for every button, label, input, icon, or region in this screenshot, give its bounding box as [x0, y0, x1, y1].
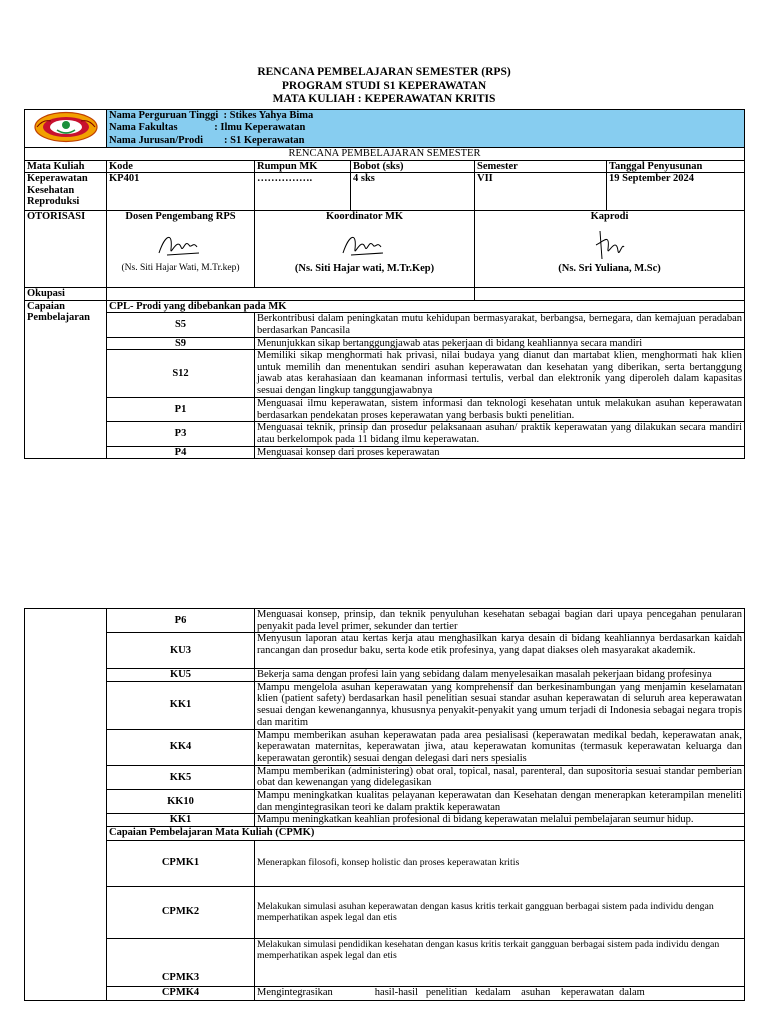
col-kode: Kode [107, 160, 255, 173]
kaprodi-cell [475, 211, 745, 288]
col-bobot: Bobot (sks) [351, 160, 475, 173]
col-rumpun: Rumpun MK [255, 160, 351, 173]
dosen-name: (Ns. Siti Hajar Wati, M.Tr.kep) [121, 262, 240, 273]
rps-table-page1 [24, 109, 745, 459]
course-name: Keperawatan Kesehatan Reproduksi [25, 173, 107, 211]
cpmk-code: CPMK2 [107, 886, 255, 938]
cpl-description: Mampu mengelola asuhan keperawatan yang komprehensif dan berkesinambungan yang menjamin keselamatan klien (patient safety) berdasarkan hasil penelitian sesuai standar asuhan keperawatan di seluruh area keperawatan sesuai dengan kewenangannya, khususnya penyakit-penyakit yang umum terjadi di Indonesia sebagai negara tropis dan maritim [255, 681, 745, 729]
cpl-code: P4 [107, 446, 255, 459]
cpl-description: Menguasai teknik, prinsip dan prosedur pelaksanaan asuhan/ praktik keperawatan yang dilakukan secara mandiri atau berkelompok pada 11 bidang ilmu keperawatan. [255, 422, 745, 446]
otorisasi-label: OTORISASI [25, 211, 107, 288]
okupasi-extra [475, 288, 745, 301]
header-course: MATA KULIAH : KEPERAWATAN KRITIS [272, 93, 496, 105]
col-mata-kuliah: Mata Kuliah [25, 160, 107, 173]
cpl-code: P3 [107, 422, 255, 446]
koordinator-cell [255, 211, 475, 288]
institution-name: Nama Perguruan Tinggi : Stikes Yahya Bima [109, 110, 314, 121]
cpl-description: Menguasai ilmu keperawatan, sistem informasi dan teknologi kesehatan untuk melakukan asuhan keperawatan berdasarkan pendekatan proses keperawatan yang berbasis bukti penelitian. [255, 398, 745, 422]
cpmk-heading: Capaian Pembelajaran Mata Kuliah (CPMK) [107, 826, 745, 840]
cpl-code: S12 [107, 350, 255, 398]
program-name: Nama Jurusan/Prodi : S1 Keperawatan [109, 134, 305, 146]
cpl-code: KK1 [107, 814, 255, 827]
rps-table-page2 [24, 608, 745, 1001]
cpl-code: S5 [107, 313, 255, 337]
course-rumpun: ……………. [255, 173, 351, 211]
cpl-description: Berkontribusi dalam peningkatan mutu kehidupan bermasyarakat, berbangsa, bernegara, dan kemajuan peradaban berdasarkan Pancasila [255, 313, 745, 337]
cpmk-description: Melakukan simulasi asuhan keperawatan dengan kasus kritis terkait gangguan berbagai sistem pada individu dengan memperhatikan aspek legal dan etis [255, 886, 745, 938]
course-bobot: 4 sks [351, 173, 475, 211]
koordinator-name: (Ns. Siti Hajar wati, M.Tr.Kep) [294, 262, 435, 274]
header-program: PROGRAM STUDI S1 KEPERAWATAN [281, 79, 487, 92]
course-code: KP401 [107, 173, 255, 211]
cpl-description: Menguasai konsep, prinsip, dan teknik penyuluhan kesehatan sebagai bagian dari upaya pencegahan penularan penyakit pada level primer, sekunder dan tertier [255, 609, 745, 633]
capaian-label: Capaian Pembelajaran [25, 300, 107, 458]
cpl-description: Menyusun laporan atau kertas kerja atau menghasilkan karya desain di bidang keahliannya berdasarkan kaidah rancangan dan prosedur baku, serta kode etik profesinya, yang dapat diakses oleh masyarakat akademik. [255, 633, 745, 669]
cpl-code: KK1 [107, 681, 255, 729]
col-semester: Semester [475, 160, 607, 173]
document-header [0, 66, 768, 107]
cpl-code: KK10 [107, 789, 255, 813]
cpmk-description: Melakukan simulasi pendidikan kesehatan dengan kasus kritis terkait gangguan berbagai sistem pada individu dengan memperhatikan aspek legal dan etis [255, 938, 745, 986]
dosen-signature [155, 227, 207, 263]
dosen-title: Dosen Pengembang RPS [125, 211, 236, 223]
col-tanggal: Tanggal Penyusunan [607, 160, 745, 173]
header-title: RENCANA PEMBELAJARAN SEMESTER (RPS) [257, 66, 511, 78]
dosen-cell [107, 211, 255, 288]
cpl-description: Menguasai konsep dari proses keperawatan [255, 446, 745, 459]
rps-title: RENCANA PEMBELAJARAN SEMESTER [25, 148, 745, 161]
cpl-code: KU3 [107, 633, 255, 669]
cpmk-code: CPMK4 [107, 986, 255, 1000]
koordinator-signature [339, 227, 391, 263]
cpl-code: P1 [107, 398, 255, 422]
okupasi-value [107, 288, 475, 301]
capaian-label-continued [25, 609, 107, 1001]
kaprodi-signature [590, 227, 630, 263]
logo-cell [25, 110, 107, 148]
institution-info [107, 110, 745, 148]
cpl-code: KU5 [107, 669, 255, 682]
cpl-heading: CPL- Prodi yang dibebankan pada MK [107, 300, 745, 313]
faculty-name: Nama Fakultas : Ilmu Keperawatan [109, 122, 306, 134]
institution-logo [33, 111, 99, 143]
cpl-code: KK4 [107, 729, 255, 765]
kaprodi-name: (Ns. Sri Yuliana, M.Sc) [558, 262, 661, 274]
cpl-code: KK5 [107, 765, 255, 789]
cpmk-code: CPMK1 [107, 840, 255, 886]
okupasi-label: Okupasi [25, 288, 107, 301]
cpl-description: Bekerja sama dengan profesi lain yang sebidang dalam menyelesaikan masalah pekerjaan bidang profesinya [255, 669, 745, 682]
cpl-code: S9 [107, 337, 255, 350]
koordinator-title: Koordinator MK [325, 211, 404, 223]
course-semester: VII [475, 173, 607, 211]
cpl-description: Mampu memberikan (administering) obat oral, topical, nasal, parenteral, dan supositoria sesuai standar pemberian obat dan kewenangan yang didelegasikan [255, 765, 745, 789]
cpl-description: Mampu meningkatkan kualitas pelayanan keperawatan dan Kesehatan dengan menerapkan keterampilan meneliti dan mengintegrasikan teori ke dalam praktik keperawatan [255, 789, 745, 813]
cpl-description: Mampu memberikan asuhan keperawatan pada area pesialisasi (keperawatan medikal bedah, keperawatan anak, keperawatan maternitas, keperawatan jiwa, atau keperawatan komunitas (termasuk keperawatan keluarga dan keperawatan gerontik) sesuai dengan delegasi dari ners spesialis [255, 729, 745, 765]
cpl-description: Mampu meningkatkan keahlian profesional di bidang keperawatan melalui pembelajaran seumur hidup. [255, 814, 745, 827]
cpl-code: P6 [107, 609, 255, 633]
cpl-description: Memiliki sikap menghormati hak privasi, nilai budaya yang dianut dan martabat klien, menghormati hak klien untuk memilih dan menentukan sendiri asuhan keperawatan dan kesehatan yang diberikan, serta bertanggung jawab atas kerahasiaan dan keamanan informasi tertulis, verbal dan elektronik yang diperoleh dalam kapasitas sesuai dengan lingkup tanggungjawabnya [255, 350, 745, 398]
cpmk-description: Mengintegrasikan hasil-hasil penelitian kedalam asuhan keperawatan dalam [255, 986, 745, 1000]
cpmk-code: CPMK3 [107, 938, 255, 986]
kaprodi-title: Kaprodi [590, 211, 629, 223]
cpmk-description: Menerapkan filosofi, konsep holistic dan proses keperawatan kritis [255, 840, 745, 886]
course-date: 19 September 2024 [607, 173, 745, 211]
cpl-description: Menunjukkan sikap bertanggungjawab atas pekerjaan di bidang keahliannya secara mandiri [255, 337, 745, 350]
